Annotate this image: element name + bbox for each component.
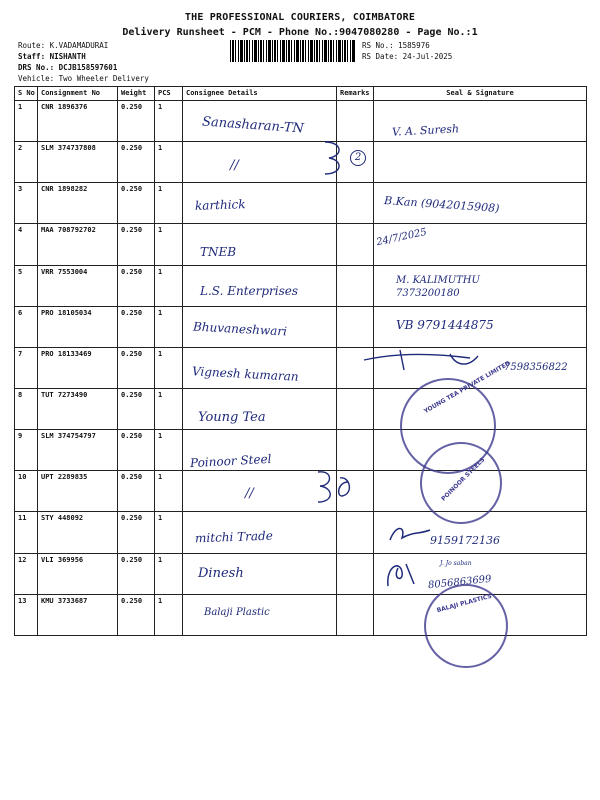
handwritten-consignee-7: Vignesh kumaran	[191, 364, 299, 384]
signature-row-7: 7598356822	[504, 362, 568, 373]
cell-pcs: 1	[155, 594, 183, 635]
remark-circled-number: 2	[350, 150, 366, 166]
cell-weight: 0.250	[118, 101, 155, 142]
runsheet-table	[14, 86, 587, 636]
handwritten-consignee-6: Bhuvaneshwari	[192, 319, 288, 339]
cell-pcs: 1	[155, 183, 183, 224]
cell-sno: 2	[15, 142, 38, 183]
table-row	[15, 224, 587, 265]
cell-consignment-no: UPT 2289835	[38, 471, 118, 512]
handwritten-consignee-10: //	[245, 486, 254, 501]
cell-pcs: 1	[155, 388, 183, 429]
cell-pcs: 1	[155, 265, 183, 306]
signature-row-12-name: J. Jo saban	[440, 560, 472, 567]
cell-sno: 7	[15, 347, 38, 388]
handwritten-consignee-11: mitchi Trade	[194, 528, 274, 546]
col-header-consignment: Consignment No	[38, 87, 118, 101]
cell-weight: 0.250	[118, 224, 155, 265]
cell-consignment-no: CNR 1896376	[38, 101, 118, 142]
cell-pcs: 1	[155, 224, 183, 265]
staff-label: Staff: NISHANTH	[18, 52, 86, 61]
cell-pcs: 1	[155, 142, 183, 183]
rs-date: RS Date: 24-Jul-2025	[362, 52, 453, 61]
cell-consignee	[183, 142, 337, 183]
col-header-seal: Seal & Signature	[374, 87, 587, 101]
cell-remarks	[337, 553, 374, 594]
cell-seal	[374, 142, 587, 183]
cell-consignment-no: SLM 374754797	[38, 430, 118, 471]
signature-row-6: VB 9791444875	[396, 318, 494, 332]
cell-remarks	[337, 224, 374, 265]
signature-scribble-row11	[386, 520, 436, 550]
table-row	[15, 430, 587, 471]
signature-row-3: B.Kan (9042015908)	[383, 193, 500, 216]
cell-weight: 0.250	[118, 306, 155, 347]
cell-sno: 3	[15, 183, 38, 224]
cell-sno: 12	[15, 553, 38, 594]
cell-weight: 0.250	[118, 430, 155, 471]
signature-row-4: 24/7/2025	[375, 226, 428, 249]
cell-consignment-no: PRO 18133469	[38, 347, 118, 388]
cell-sno: 4	[15, 224, 38, 265]
cell-pcs: 1	[155, 347, 183, 388]
cell-remarks	[337, 306, 374, 347]
signature-row-5: M. KALIMUTHU 7373200180	[396, 275, 480, 299]
remark-bracket-scribble	[315, 138, 355, 178]
document-title: THE PROFESSIONAL COURIERS, COIMBATORE	[184, 12, 416, 23]
handwritten-consignee-9: Poinoor Steel	[189, 451, 272, 471]
cell-pcs: 1	[155, 430, 183, 471]
signature-row-12: 8056863699	[427, 573, 493, 592]
cell-remarks	[337, 388, 374, 429]
cell-pcs: 1	[155, 306, 183, 347]
cell-consignment-no: SLM 374737808	[38, 142, 118, 183]
table-header-row	[15, 87, 587, 101]
cell-sno: 8	[15, 388, 38, 429]
table-row	[15, 553, 587, 594]
signature-row-11: 9159172136	[430, 534, 500, 547]
barcode	[230, 40, 356, 62]
seal-poinoor-text: POINOOR STEELS	[440, 456, 487, 503]
cell-sno: 6	[15, 306, 38, 347]
cell-weight: 0.250	[118, 347, 155, 388]
cell-weight: 0.250	[118, 553, 155, 594]
cell-weight: 0.250	[118, 388, 155, 429]
cell-sno: 5	[15, 265, 38, 306]
col-header-consignee: Consignee Details	[183, 87, 337, 101]
cell-remarks	[337, 594, 374, 635]
cell-sno: 10	[15, 471, 38, 512]
col-header-weight: Weight	[118, 87, 155, 101]
seal-stamp-balaji	[424, 584, 508, 668]
handwritten-consignee-5: L.S. Enterprises	[200, 284, 299, 298]
cell-sno: 11	[15, 512, 38, 553]
cell-weight: 0.250	[118, 183, 155, 224]
vehicle-label: Vehicle: Two Wheeler Delivery	[18, 74, 149, 83]
handwritten-consignee-3: karthick	[194, 197, 246, 213]
cell-pcs: 1	[155, 553, 183, 594]
signature-row-1: V. A. Suresh	[391, 122, 460, 139]
signature-scribble-row7	[360, 348, 500, 378]
col-header-sno: S No	[15, 87, 38, 101]
cell-remarks	[337, 101, 374, 142]
signature-scribble-row12	[380, 556, 430, 592]
table-row	[15, 388, 587, 429]
cell-consignment-no: PRO 18105034	[38, 306, 118, 347]
seal-young-tea-text: YOUNG TEA PRIVATE LIMITED	[422, 359, 512, 416]
cell-pcs: 1	[155, 471, 183, 512]
cell-sno: 13	[15, 594, 38, 635]
cell-weight: 0.250	[118, 142, 155, 183]
cell-consignment-no: CNR 1898282	[38, 183, 118, 224]
cell-sno: 1	[15, 101, 38, 142]
col-header-pcs: PCS	[155, 87, 183, 101]
handwritten-consignee-1: Sanasharan-TN	[201, 114, 305, 137]
cell-pcs: 1	[155, 101, 183, 142]
cell-weight: 0.250	[118, 512, 155, 553]
cell-consignment-no: KMU 3733687	[38, 594, 118, 635]
handwritten-consignee-12: Dinesh	[198, 566, 244, 581]
handwritten-consignee-2: //	[230, 158, 239, 173]
drs-number: DRS No.: DCJB158597601	[18, 63, 118, 72]
cell-consignment-no: MAA 708792702	[38, 224, 118, 265]
cell-remarks	[337, 512, 374, 553]
rs-number: RS No.: 1585976	[362, 41, 430, 50]
cell-remarks	[337, 265, 374, 306]
handwritten-consignee-8: Young Tea	[198, 410, 266, 425]
route-label: Route: K.VADAMADURAI	[18, 41, 109, 50]
table-row	[15, 512, 587, 553]
cell-remarks	[337, 183, 374, 224]
remark-scribble-row10	[310, 466, 360, 506]
cell-consignment-no: TUT 7273490	[38, 388, 118, 429]
table-row	[15, 183, 587, 224]
handwritten-consignee-4: TNEB	[200, 245, 237, 259]
handwritten-consignee-13: Balaji Plastic	[204, 607, 270, 618]
cell-consignment-no: VRR 7553004	[38, 265, 118, 306]
col-header-remarks: Remarks	[337, 87, 374, 101]
seal-balaji-text: BALAJI PLASTICS	[436, 592, 493, 615]
document-subtitle: Delivery Runsheet - PCM - Phone No.:9047080280 - Page No.:1	[122, 27, 478, 38]
cell-weight: 0.250	[118, 594, 155, 635]
cell-remarks	[337, 430, 374, 471]
table-row	[15, 306, 587, 347]
cell-weight: 0.250	[118, 471, 155, 512]
cell-consignment-no: STY 448092	[38, 512, 118, 553]
table-row	[15, 142, 587, 183]
cell-consignment-no: VLI 369956	[38, 553, 118, 594]
cell-sno: 9	[15, 430, 38, 471]
cell-pcs: 1	[155, 512, 183, 553]
cell-weight: 0.250	[118, 265, 155, 306]
